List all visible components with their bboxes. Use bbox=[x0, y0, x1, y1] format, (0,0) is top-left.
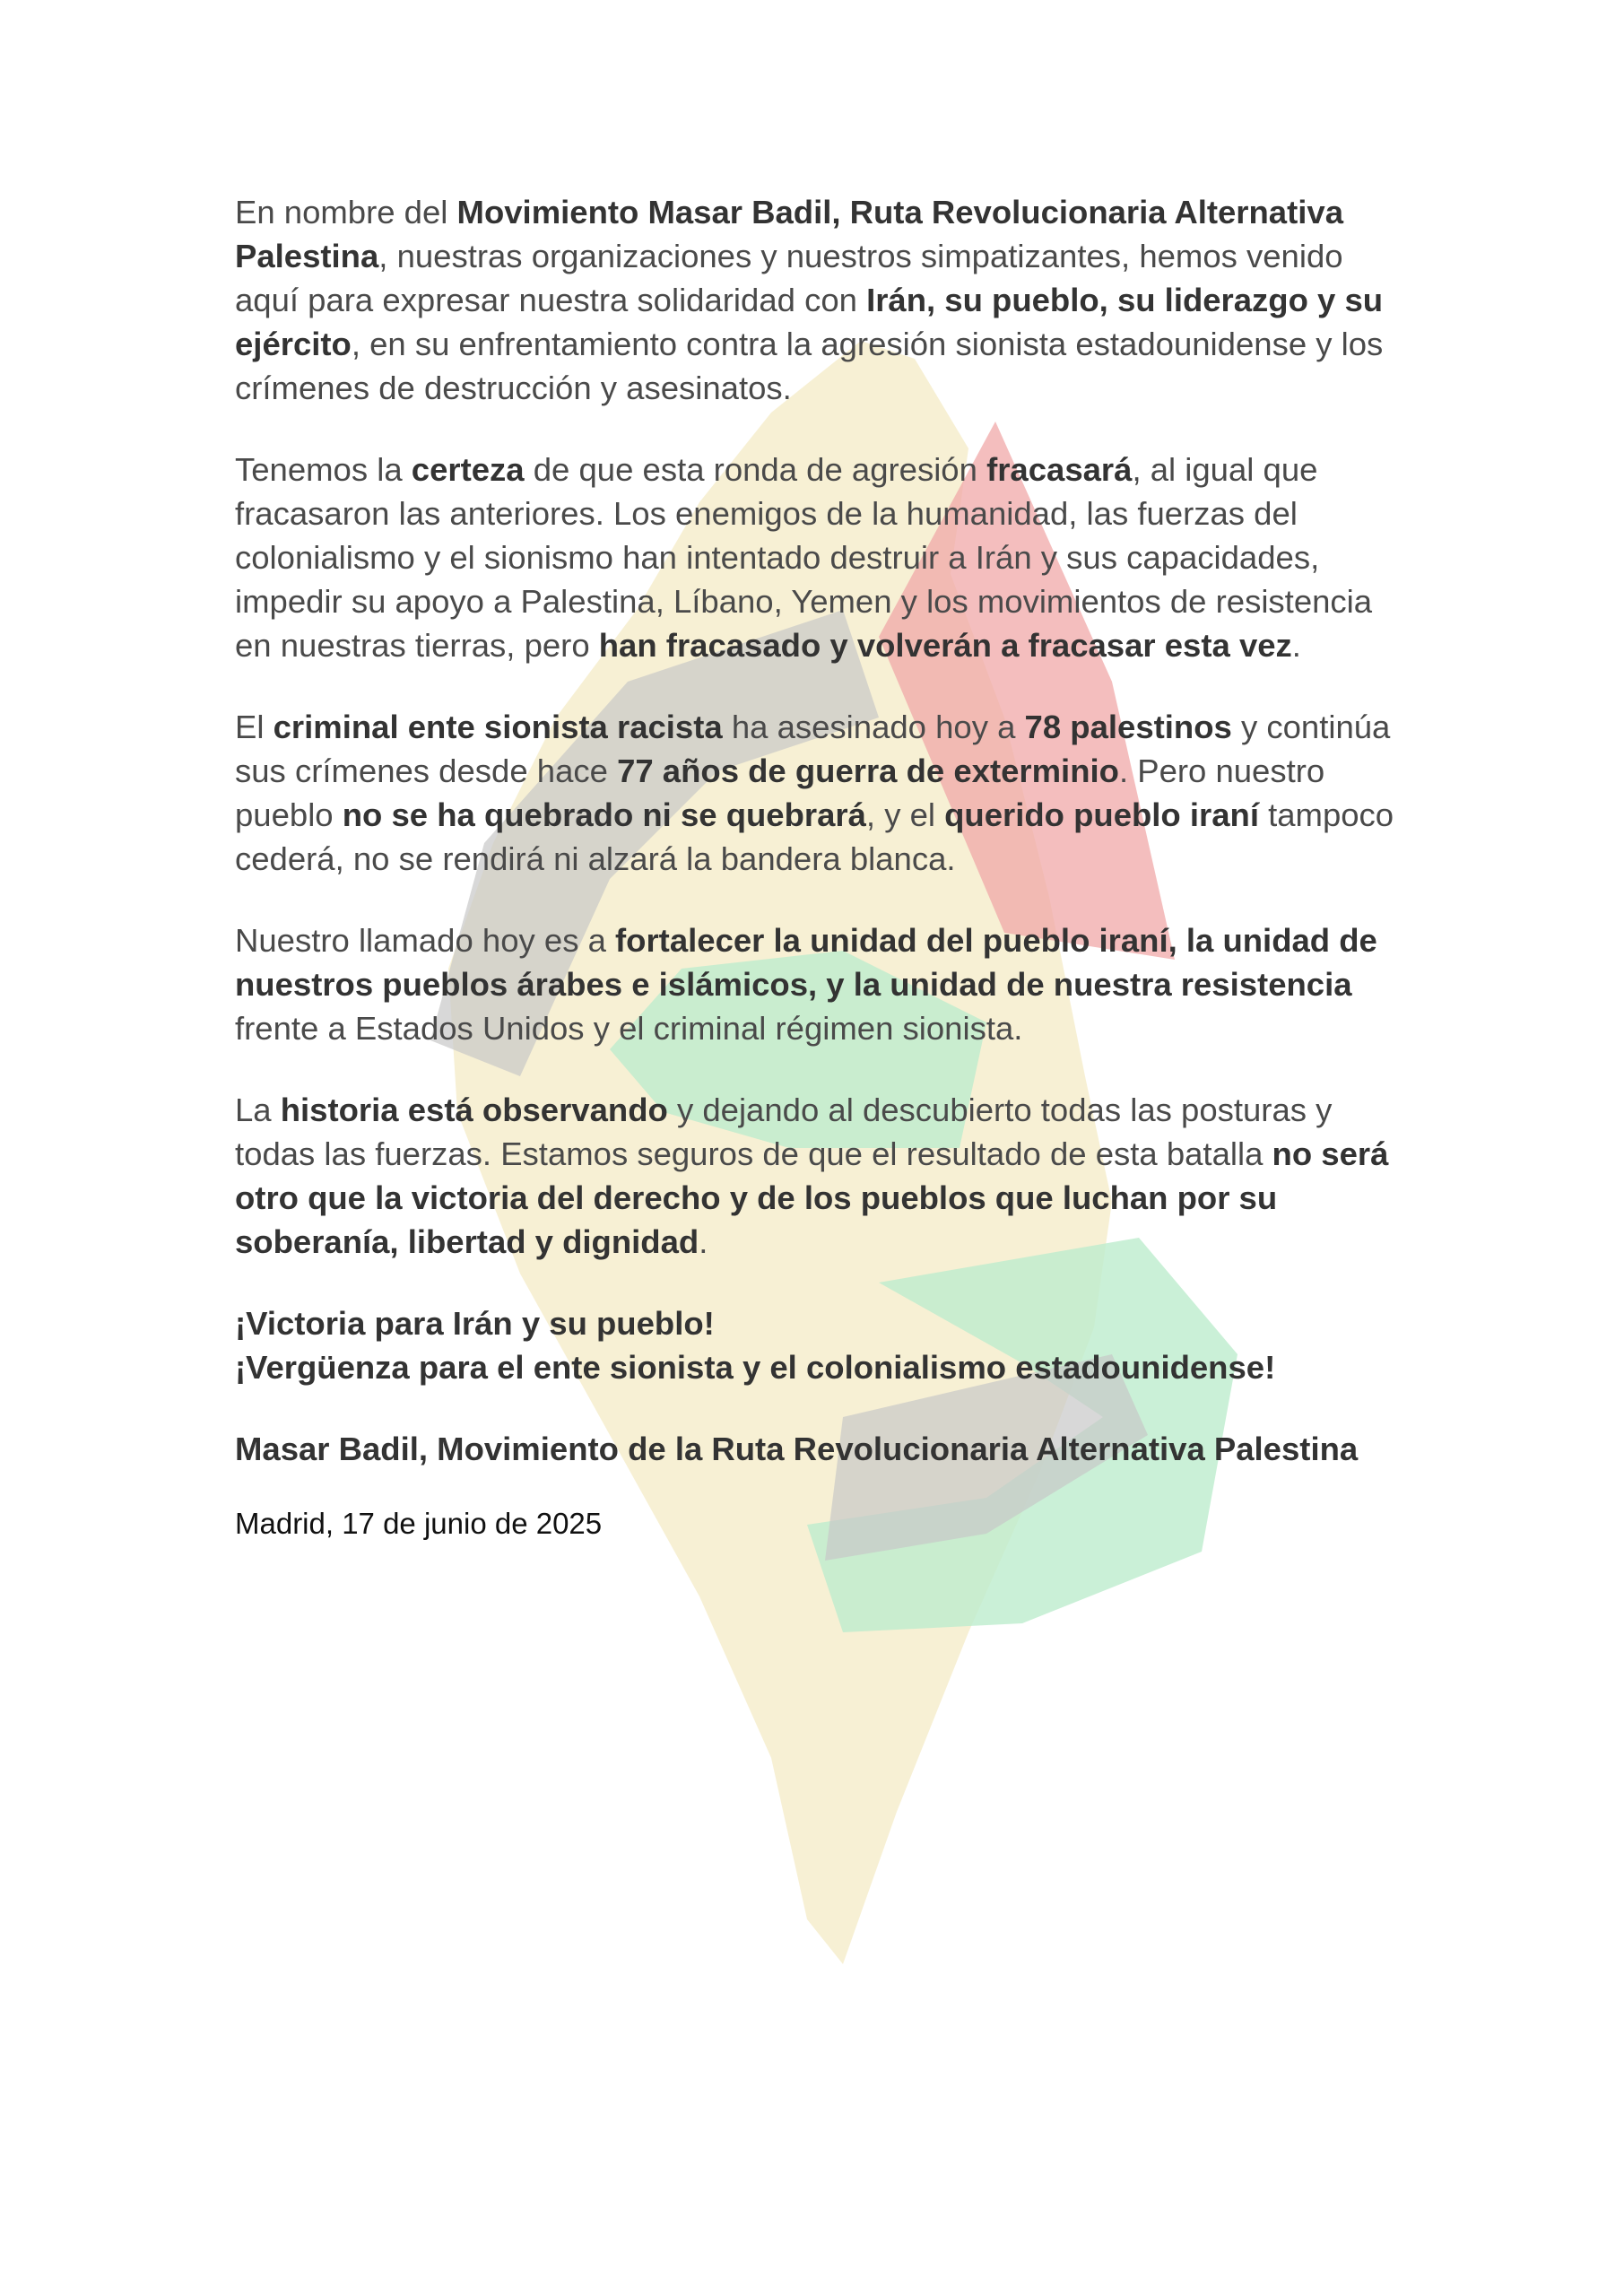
bold-text-run: no se ha quebrado ni se quebrará bbox=[342, 796, 866, 833]
text-run: . bbox=[1291, 627, 1301, 664]
paragraph bbox=[235, 190, 1401, 410]
text-run: . Pero nuestro pueblo bbox=[235, 752, 1325, 833]
text-run: , nuestras organizaciones y nuestros simpatizantes, hemos venido aquí para expresar nuestra solidaridad con bbox=[235, 238, 1343, 318]
bold-text-run: han fracasado y volverán a fracasar esta vez bbox=[598, 627, 1292, 664]
paragraph bbox=[235, 918, 1401, 1050]
paragraph bbox=[235, 705, 1401, 881]
signature: Masar Badil, Movimiento de la Ruta Revolucionaria Alternativa Palestina bbox=[235, 1431, 1359, 1467]
bold-text-run: fortalecer la unidad del pueblo iraní, la unidad de nuestros pueblos árabes e islámicos, y la unidad de nuestra resistencia bbox=[235, 922, 1377, 1003]
text-run: frente a Estados Unidos y el criminal régimen sionista. bbox=[235, 1010, 1023, 1047]
text-run: Tenemos la bbox=[235, 451, 412, 488]
text-run: , y el bbox=[865, 796, 945, 833]
letter-body bbox=[235, 190, 1401, 1544]
bold-text-run: Movimiento Masar Badil, Ruta Revolucionaria Alternativa Palestina bbox=[235, 194, 1343, 274]
text-run: de que esta ronda de agresión bbox=[524, 451, 987, 488]
text-run: ha asesinado hoy a bbox=[722, 709, 1025, 745]
bold-text-run: no será otro que la victoria del derecho y de los pueblos que luchan por su soberanía, libertad y dignidad bbox=[235, 1135, 1389, 1260]
text-run: Nuestro llamado hoy es a bbox=[235, 922, 616, 959]
text-run: En nombre del bbox=[235, 194, 457, 230]
text-run: , al igual que fracasaron las anteriores. Los enemigos de la humanidad, las fuerzas del colonialismo y el sionismo han intentado destruir a Irán y sus capacidades, impedir su apoyo a Palestina, Líbano, Yemen y los movimientos de resistencia en nuestras tierras, pero bbox=[235, 451, 1373, 664]
bold-text-run: historia está observando bbox=[280, 1091, 668, 1128]
text-run: , en su enfrentamiento contra la agresión sionista estadounidense y los crímenes de destrucción y asesinatos. bbox=[235, 326, 1384, 406]
dateline: Madrid, 17 de junio de 2025 bbox=[235, 1507, 603, 1540]
closing-slogan: ¡Vergüenza para el ente sionista y el colonialismo estadounidense! bbox=[235, 1349, 1276, 1386]
bold-text-run: Irán, su pueblo, su liderazgo y su ejército bbox=[235, 282, 1384, 362]
bold-text-run: criminal ente sionista racista bbox=[273, 709, 723, 745]
closing-slogan: ¡Victoria para Irán y su pueblo! bbox=[235, 1305, 715, 1342]
bold-text-run: certeza bbox=[411, 451, 525, 488]
paragraph bbox=[235, 1088, 1401, 1264]
text-run: y dejando al descubierto todas las posturas y todas las fuerzas. Estamos seguros de que el resultado de esta batalla bbox=[235, 1091, 1333, 1172]
bold-text-run: querido pueblo iraní bbox=[944, 796, 1259, 833]
paragraph bbox=[235, 448, 1401, 667]
closing-slogans bbox=[235, 1301, 1401, 1389]
text-run: y continúa sus crímenes desde hace bbox=[235, 709, 1391, 789]
bold-text-run: 77 años de guerra de exterminio bbox=[617, 752, 1119, 789]
text-run: tampoco cederá, no se rendirá ni alzará la bandera blanca. bbox=[235, 796, 1394, 877]
text-run: . bbox=[699, 1223, 708, 1260]
bold-text-run: fracasará bbox=[986, 451, 1133, 488]
bold-text-run: 78 palestinos bbox=[1024, 709, 1232, 745]
text-run: El bbox=[235, 709, 274, 745]
text-run: La bbox=[235, 1091, 281, 1128]
